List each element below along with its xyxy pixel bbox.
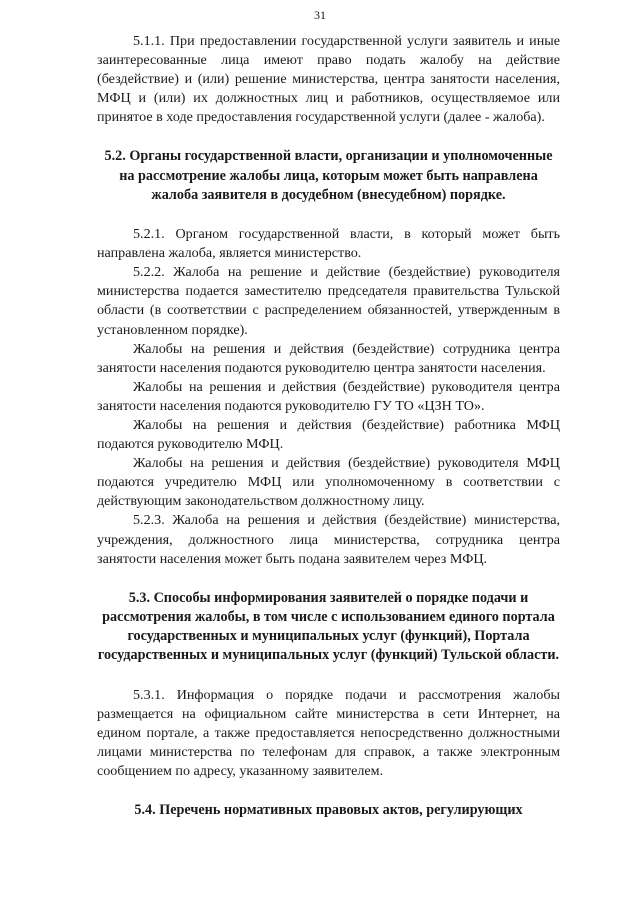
section-heading-5-4: 5.4. Перечень нормативных правовых актов, регулирующих — [134, 802, 523, 819]
paragraph-5-2-2-b: Жалобы на решения и действия (бездействие) сотрудника центра занятости населения подаются руководителю центра занятости населения. — [97, 340, 560, 376]
spacer — [97, 666, 560, 686]
paragraph-5-2-2-c: Жалобы на решения и действия (бездействие) руководителя центра занятости населения подаются руководителю ГУ ТО «ЦЗН ТО». — [97, 378, 560, 414]
section-heading-5-3: 5.3. Способы информирования заявителей о порядке подачи и рассмотрения жалобы, в том числе с использованием единого портала государственных и муниципальных услуг (функций), Портала государственных и муниципальных услуг (функций) Тульской области. — [97, 589, 560, 664]
page-number: 31 — [314, 8, 326, 22]
spacer — [97, 127, 560, 147]
paragraph-5-2-2-d: Жалобы на решения и действия (бездействие) работника МФЦ подаются руководителю МФЦ. — [97, 417, 560, 453]
paragraph-5-2-1: 5.2.1. Органом государственной власти, в который может быть направлена жалоба, является министерство. — [97, 226, 560, 262]
paragraph-5-1-1: 5.1.1. При предоставлении государственной услуги заявитель и иные заинтересованные лица имеют право подать жалобу на действие (бездействие) и (или) решение министерства, центра занятости населения, МФЦ и (или) их должностных лиц и работников, осуществляемое или принятое в ходе предоставления государственной услуги (далее - жалоба). — [97, 33, 560, 126]
paragraph-5-3-1: 5.3.1. Информация о порядке подачи и рассмотрения жалобы размещается на официальном сайте министерства в сети Интернет, на едином портале, а также предоставляется непосредственно должностными лицами министерства по телефонам для справок, а также электронным сообщением по адресу, указанному заявителем. — [97, 686, 560, 779]
paragraph-5-2-2-e: Жалобы на решения и действия (бездействие) руководителя МФЦ подаются учредителю МФЦ или уполномоченному в соответствии с действующим законодательством должностному лицу. — [97, 455, 560, 510]
spacer — [97, 205, 560, 225]
section-heading-5-2: 5.2. Органы государственной власти, организации и уполномоченные на рассмотрение жалобы лица, которым может быть направлена жалоба заявителя в досудебном (внесудебном) порядке. — [104, 148, 553, 203]
paragraph-5-2-2: 5.2.2. Жалоба на решение и действие (бездействие) руководителя министерства подается заместителю председателя правительства Тульской области (в соответствии с распределением обязанностей, утвержденным в установленном порядке). — [97, 264, 560, 338]
spacer — [97, 781, 560, 801]
paragraph-5-2-3: 5.2.3. Жалоба на решения и действия (бездействие) министерства, учреждения, должностного лица министерства, сотрудника центра занятости населения может быть подана заявителем через МФЦ. — [97, 512, 560, 567]
spacer — [97, 569, 560, 589]
document-body — [97, 32, 560, 820]
